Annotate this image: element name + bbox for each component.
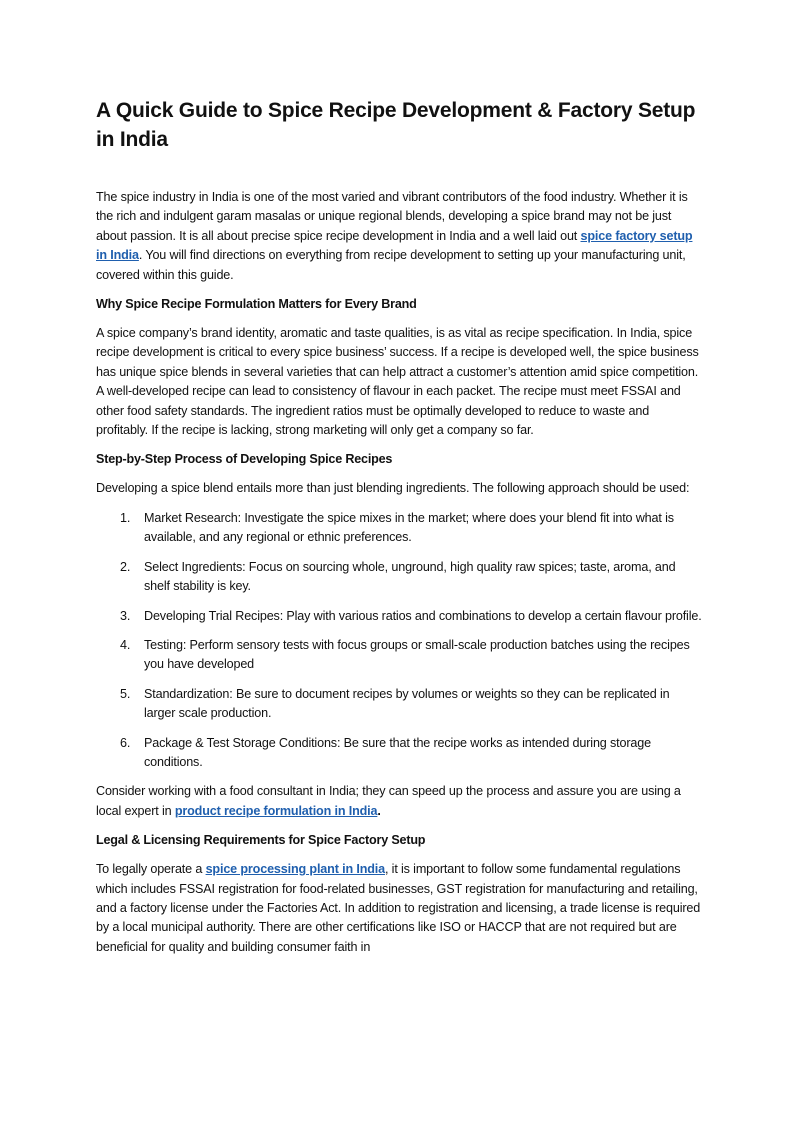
list-item-text: Standardization: Be sure to document recipes by volumes or weights so they can be replicated in larger scale production. <box>144 686 670 721</box>
list-item-number: 2. <box>120 559 131 574</box>
list-item-text: Select Ingredients: Focus on sourcing whole, unground, high quality raw spices; taste, aroma, and shelf stability is key. <box>144 559 676 594</box>
list-item-number: 1. <box>120 510 131 525</box>
list-item-number: 6. <box>120 735 131 750</box>
document-title: A Quick Guide to Spice Recipe Development & Factory Setup in India <box>96 99 696 151</box>
legal-paragraph <box>96 860 702 957</box>
spice-factory-setup-link[interactable]: spice factory setup in India <box>96 228 693 263</box>
list-item-number: 5. <box>120 686 131 701</box>
list-item-text: Package & Test Storage Conditions: Be sure that the recipe works as intended during storage conditions. <box>144 735 651 769</box>
list-item-text: Testing: Perform sensory tests with focus groups or small-scale production batches using the recipes you have developed <box>144 637 690 672</box>
list-item <box>96 607 702 626</box>
legal-text-before: To legally operate a <box>96 862 206 877</box>
consultant-text-after: . <box>377 803 381 818</box>
section-heading-formulation: Why Spice Recipe Formulation Matters for Every Brand <box>96 297 417 312</box>
intro-text-after: . You will find directions on everything from recipe development to setting up your manufacturing unit, covered within this guide. <box>96 248 686 282</box>
list-item <box>96 636 702 675</box>
process-intro-paragraph: Developing a spice blend entails more than just blending ingredients. The following approach should be used: <box>96 481 690 496</box>
process-steps-list <box>96 509 702 772</box>
list-item-text: Developing Trial Recipes: Play with various ratios and combinations to develop a certain flavour profile. <box>144 608 702 623</box>
formulation-paragraph: A spice company’s brand identity, aromatic and taste qualities, is as vital as recipe specification. In India, spice recipe development is critical to every spice business’ success. If a recipe is developed well, the spice business has unique spice blends in several varieties that can help attract a customer’s attention amid spice competition. A well-developed recipe can lead to consistency of flavour in each packet. The recipe must meet FSSAI and other food safety standards. The ingredient ratios must be optimally developed to reduce to waste and profitably. If the recipe is lacking, strong marketing will only get a company so far. <box>96 326 699 438</box>
list-item <box>96 685 702 724</box>
legal-text-after: , it is important to follow some fundamental regulations which includes FSSAI registration for food-related businesses, GST registration for manufacturing and retailing, and a factory license under the Factories Act. In addition to registration and licensing, a trade license is required by a local municipal authority. There are other certifications like ISO or HACCP that are not required but are beneficial for quality and building consumer faith in <box>96 862 701 954</box>
list-item-number: 4. <box>120 637 131 652</box>
product-recipe-formulation-link[interactable]: product recipe formulation in India <box>174 803 378 818</box>
document-page <box>96 96 702 967</box>
section-heading-legal: Legal & Licensing Requirements for Spice Factory Setup <box>96 833 426 848</box>
consultant-paragraph <box>96 782 702 821</box>
list-item-number: 3. <box>120 608 131 623</box>
intro-paragraph <box>96 188 702 285</box>
intro-text-before: The spice industry in India is one of the most varied and vibrant contributors of the food industry. Whether it is the rich and indulgent garam masalas or unique regional blends, developing a spice brand may not be just about passion. It is all about precise spice recipe development in India and a well laid out <box>96 190 688 243</box>
list-item <box>96 509 702 548</box>
list-item <box>96 558 702 597</box>
spice-processing-plant-link[interactable]: spice processing plant in India <box>205 862 385 877</box>
section-heading-process: Step-by-Step Process of Developing Spice Recipes <box>96 452 393 467</box>
list-item-text: Market Research: Investigate the spice mixes in the market; where does your blend fit into what is available, and any regional or ethnic preferences. <box>144 510 674 545</box>
consultant-text-before: Consider working with a food consultant in India; they can speed up the process and assure you are using a local expert in <box>96 784 681 818</box>
list-item <box>96 734 702 773</box>
